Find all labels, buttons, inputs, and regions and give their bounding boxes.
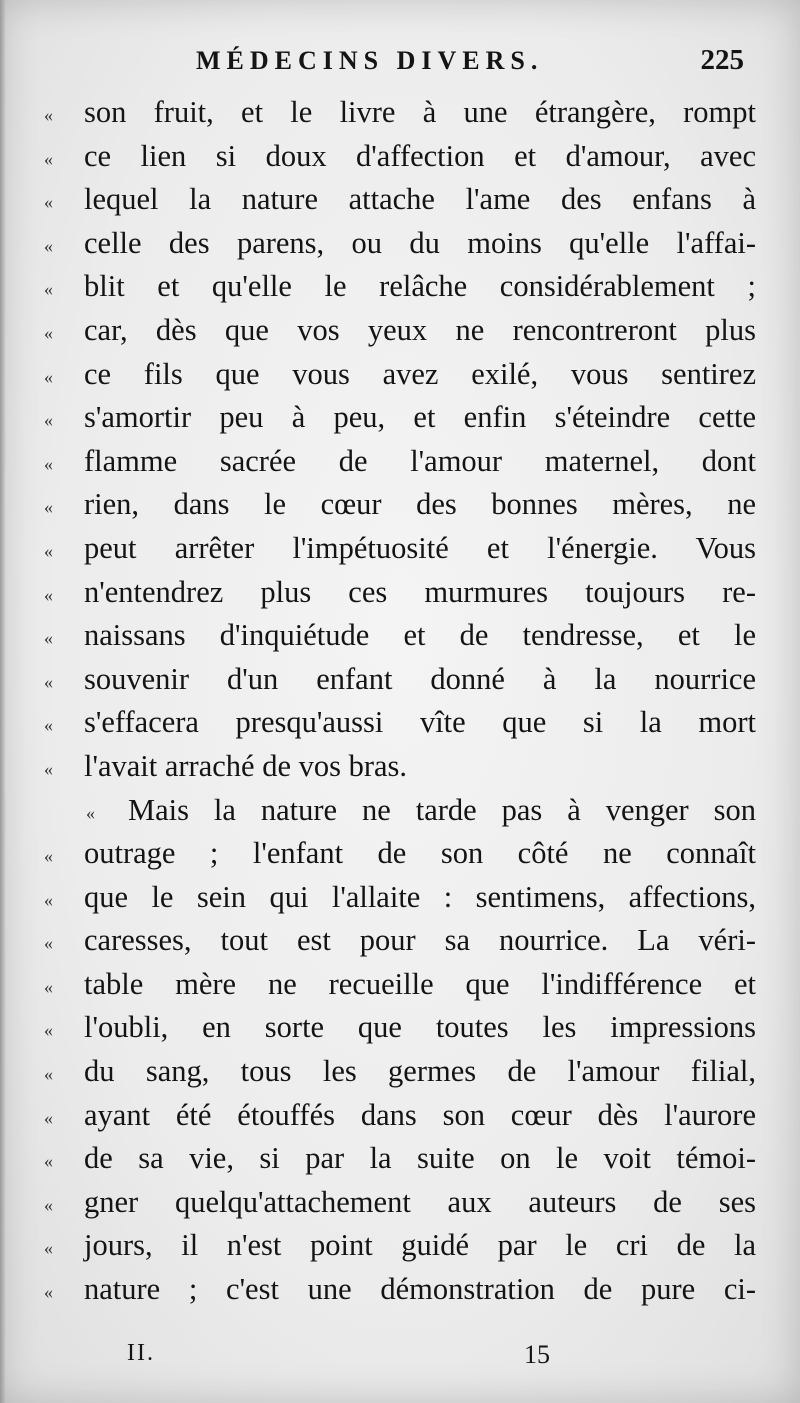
text-line	[44, 571, 756, 615]
line-text: que le sein qui l'allaite : sentimens, affections,	[84, 879, 756, 914]
quote-mark: «	[44, 235, 53, 256]
line-text: caresses, tout est pour sa nourrice. La véri-	[84, 923, 756, 958]
quote-mark: «	[44, 1194, 53, 1215]
text-line	[44, 963, 756, 1007]
line-text: car, dès que vos yeux ne rencontreront plus	[84, 312, 756, 347]
quote-mark: «	[44, 540, 53, 561]
line-text: l'avait arraché de vos bras.	[84, 748, 408, 783]
line-text: rien, dans le cœur des bonnes mères, ne	[84, 487, 756, 522]
signature-number: 15	[524, 1340, 550, 1369]
quote-mark: «	[44, 192, 53, 213]
quote-mark: «	[44, 889, 53, 910]
line-text: outrage ; l'enfant de son côté ne connaît	[84, 836, 756, 871]
line-text: nature ; c'est une démonstration de pure ci-	[84, 1272, 756, 1307]
line-text: du sang, tous les germes de l'amour filial,	[84, 1054, 756, 1089]
line-text: n'entendrez plus ces murmures toujours re-	[84, 574, 756, 609]
text-line	[44, 919, 756, 963]
quote-mark: «	[44, 1020, 53, 1041]
line-text: son fruit, et le livre à une étrangère, rompt	[84, 95, 756, 129]
text-line	[44, 832, 756, 876]
page-header	[0, 44, 800, 84]
quote-mark: «	[44, 628, 53, 649]
quote-mark: «	[44, 1107, 53, 1128]
page-edge-shadow	[0, 0, 6, 1403]
text-line	[44, 1094, 756, 1138]
line-text: s'effacera presqu'aussi vîte que si la mort	[84, 705, 756, 740]
quote-mark: «	[44, 758, 53, 779]
line-text: celle des parens, ou du moins qu'elle l'affai-	[84, 225, 756, 260]
line-text: ce fils que vous avez exilé, vous sentirez	[84, 356, 756, 391]
line-text: blit et qu'elle le relâche considérablement ;	[84, 269, 756, 304]
quote-mark: «	[44, 453, 53, 474]
quote-mark: «	[44, 1064, 53, 1085]
text-line	[44, 1137, 756, 1181]
text-line	[44, 789, 756, 833]
line-text: flamme sacrée de l'amour maternel, dont	[84, 443, 756, 478]
quote-mark: «	[44, 497, 53, 518]
text-line	[44, 1006, 756, 1050]
quote-mark: «	[44, 366, 53, 387]
page-footer	[0, 1340, 800, 1380]
quote-mark: «	[86, 802, 95, 823]
text-line	[44, 396, 756, 440]
line-text: naissans d'inquiétude et de tendresse, et le	[84, 618, 756, 653]
text-line	[44, 1181, 756, 1225]
line-text: ce lien si doux d'affection et d'amour, avec	[84, 138, 756, 173]
quote-mark: «	[44, 846, 53, 867]
volume-mark: II.	[127, 1340, 155, 1366]
line-text: de sa vie, si par la suite on le voit témoi-	[84, 1141, 756, 1176]
line-text: ayant été étouffés dans son cœur dès l'aurore	[84, 1097, 756, 1132]
running-title: MÉDECINS DIVERS.	[196, 46, 544, 75]
text-line	[44, 1050, 756, 1094]
quote-mark: «	[44, 584, 53, 605]
line-text: Mais la nature ne tarde pas à venger son	[128, 792, 756, 827]
line-text: s'amortir peu à peu, et enfin s'éteindre cette	[84, 400, 756, 435]
quote-mark: «	[44, 322, 53, 343]
text-line	[44, 353, 756, 397]
quote-mark: «	[44, 1238, 53, 1259]
line-text: souvenir d'un enfant donné à la nourrice	[84, 661, 756, 696]
line-text: gner quelqu'attachement aux auteurs de ses	[84, 1184, 756, 1219]
quote-mark: «	[44, 671, 53, 692]
quote-mark: «	[44, 976, 53, 997]
text-line	[44, 614, 756, 658]
text-line	[44, 1268, 756, 1312]
text-line	[44, 440, 756, 484]
quote-mark: «	[44, 410, 53, 431]
quote-mark: «	[44, 933, 53, 954]
text-line	[44, 527, 756, 571]
quote-mark: «	[44, 715, 53, 736]
text-line	[44, 876, 756, 920]
text-line	[44, 1224, 756, 1268]
quote-mark: «	[44, 105, 53, 125]
text-line	[44, 658, 756, 702]
text-line	[44, 178, 756, 222]
line-text: l'oubli, en sorte que toutes les impressions	[84, 1010, 756, 1045]
text-line	[44, 222, 756, 266]
quote-mark: «	[44, 1151, 53, 1172]
line-text: table mère ne recueille que l'indifférence et	[84, 966, 756, 1001]
text-line	[44, 745, 756, 789]
text-line	[44, 701, 756, 745]
text-line	[44, 135, 756, 179]
text-line	[44, 309, 756, 353]
line-text: peut arrêter l'impétuosité et l'énergie. Vous	[84, 530, 756, 565]
body-text	[44, 91, 756, 1312]
text-line	[44, 91, 756, 135]
text-line	[44, 483, 756, 527]
quote-mark: «	[44, 1282, 53, 1303]
line-text: lequel la nature attache l'ame des enfans à	[84, 182, 756, 217]
line-text: jours, il n'est point guidé par le cri de la	[84, 1228, 756, 1263]
page-number: 225	[700, 44, 744, 76]
text-line	[44, 265, 756, 309]
quote-mark: «	[44, 148, 53, 169]
quote-mark: «	[44, 279, 53, 300]
